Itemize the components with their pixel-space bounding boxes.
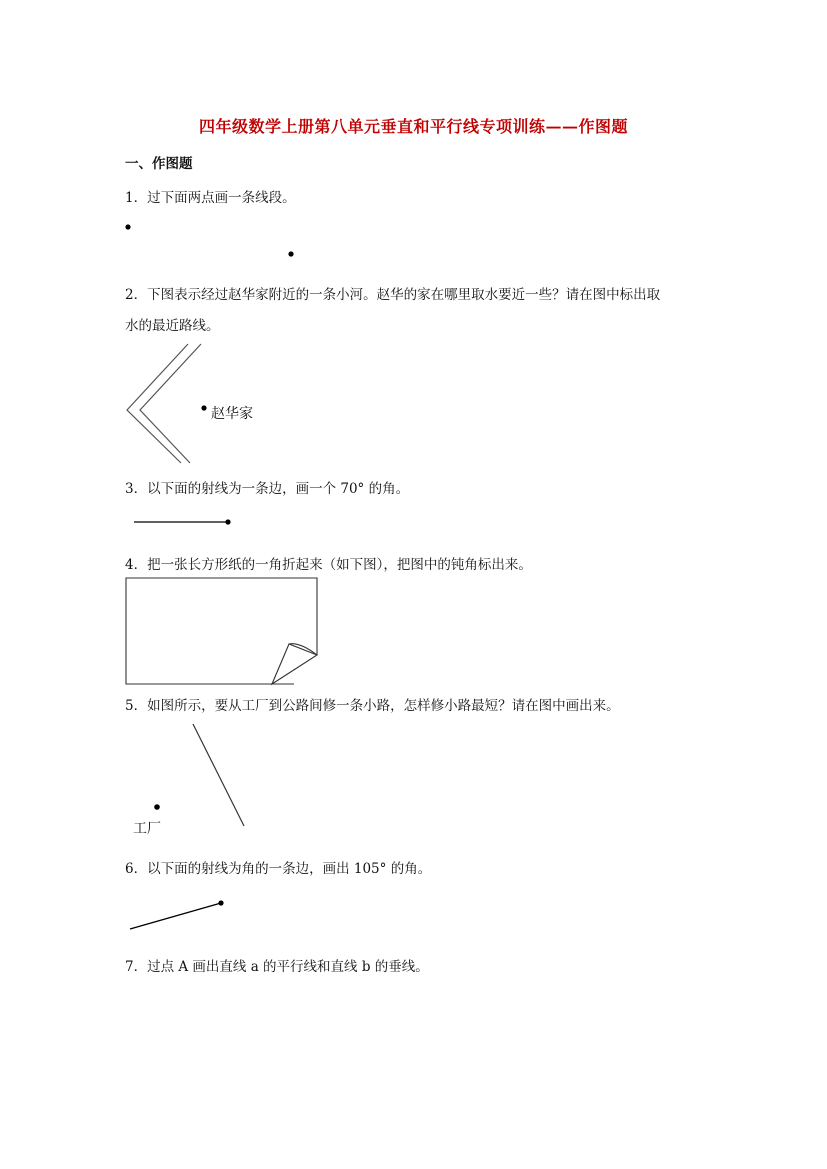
question-3-text: 3．以下面的射线为一条边，画一个 70° 的角。: [125, 481, 410, 497]
question-7-text: 7．过点 A 画出直线 a 的平行线和直线 b 的垂线。: [125, 959, 429, 975]
ray-endpoint: [218, 900, 223, 905]
question-1-text: 1．过下面两点画一条线段。: [125, 190, 296, 206]
question-2-text: 2．下图表示经过赵华家附近的一条小河。赵华的家在哪里取水要近一些？请在图中标出取: [125, 287, 661, 303]
section-heading: 一、作图题: [125, 156, 193, 172]
factory-label: 工厂: [133, 821, 161, 837]
question-4-text: 4．把一张长方形纸的一角折起来（如下图），把图中的钝角标出来。: [125, 557, 532, 573]
ray: [130, 903, 221, 929]
question-6-text: 6．以下面的射线为角的一条边，画出 105° 的角。: [125, 861, 432, 877]
page-title: 四年级数学上册第八单元垂直和平行线专项训练——作图题: [198, 117, 628, 136]
question-5-text: 5．如图所示，要从工厂到公路间修一条小路，怎样修小路最短？请在图中画出来。: [125, 698, 620, 714]
question-2-text-cont: 水的最近路线。: [125, 318, 220, 334]
zhaohua-home-label: 赵华家: [211, 406, 253, 422]
